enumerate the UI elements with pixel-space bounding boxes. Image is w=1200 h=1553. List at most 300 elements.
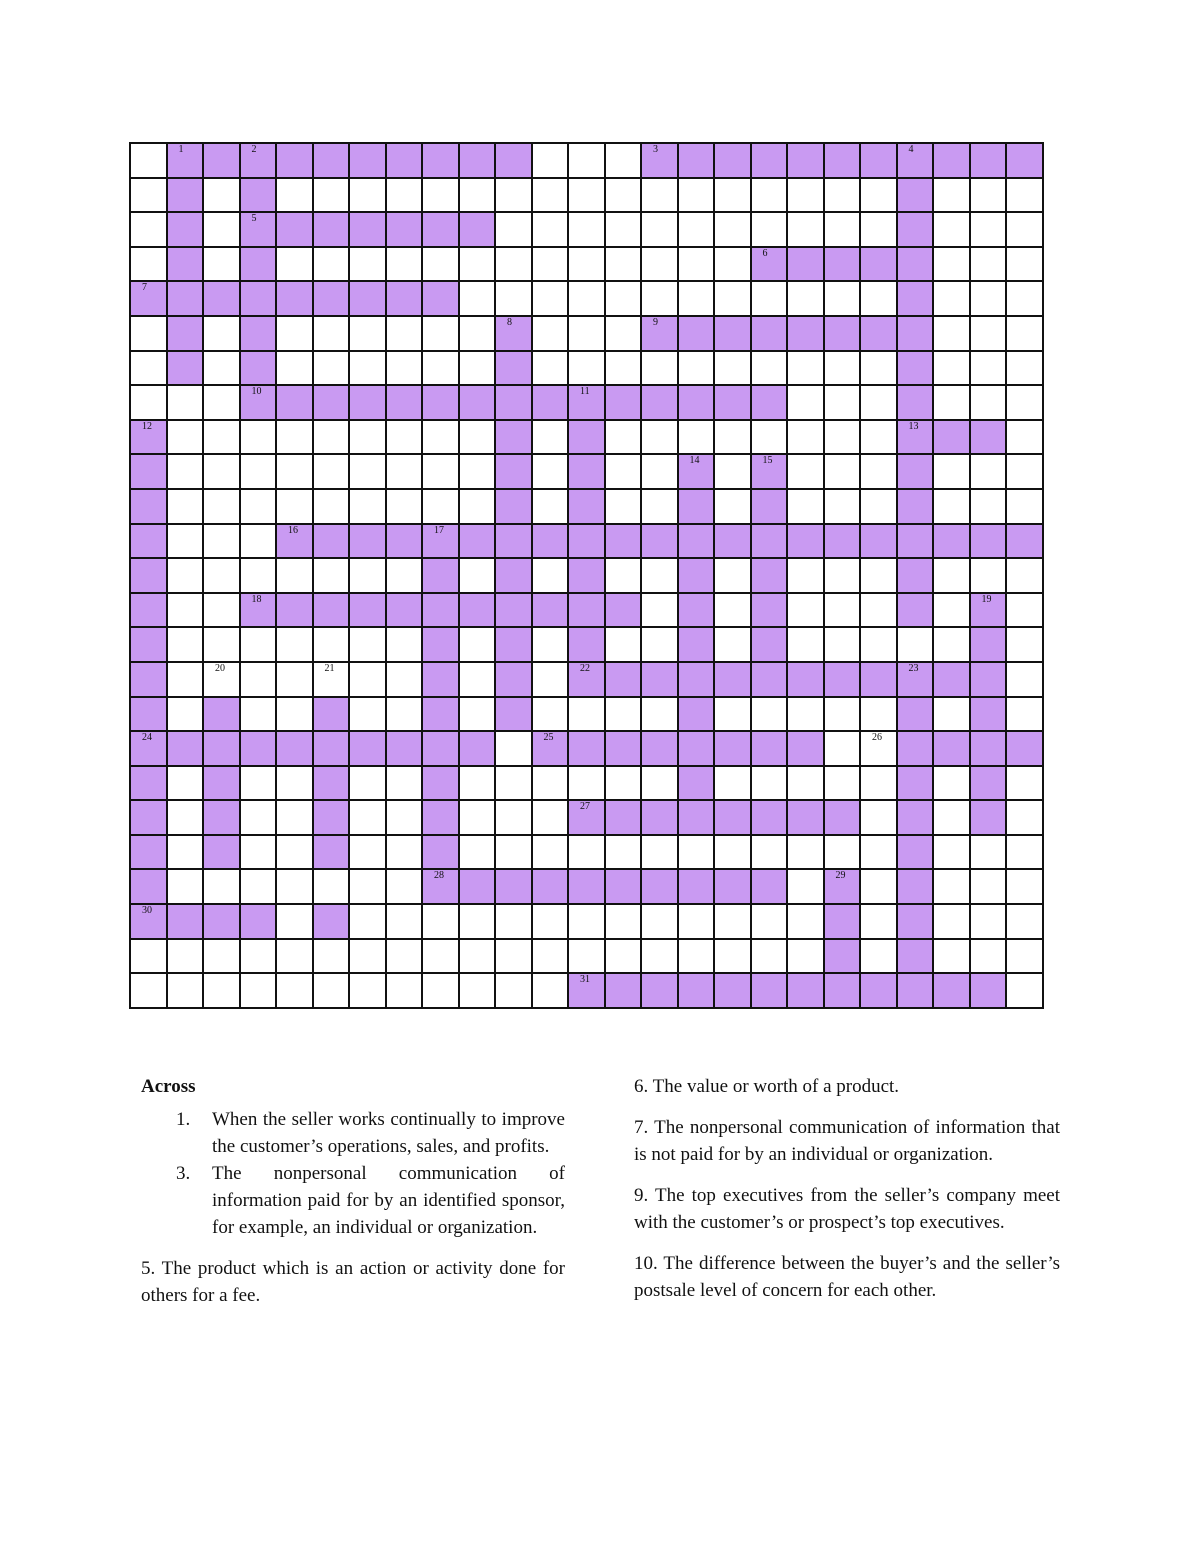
grid-cell (533, 628, 570, 663)
clue-number-label: 15 (762, 455, 773, 467)
grid-cell (533, 352, 570, 387)
grid-cell (423, 455, 460, 490)
grid-cell (423, 974, 460, 1009)
clue-9: 9. The top executives from the seller’s company meet with the customer’s or prospect’s top executives. (634, 1185, 1060, 1233)
grid-cell (1007, 179, 1044, 214)
answer-cell (898, 940, 935, 975)
answer-cell (423, 594, 460, 629)
answer-cell (752, 525, 789, 560)
clue-1-number: 1. (176, 1109, 191, 1130)
grid-cell (934, 594, 971, 629)
answer-cell (131, 628, 168, 663)
answer-cell (679, 594, 716, 629)
grid-cell (241, 836, 278, 871)
grid-cell (642, 940, 679, 975)
grid-cell (715, 248, 752, 283)
answer-cell (204, 698, 241, 733)
grid-cell (679, 940, 716, 975)
grid-cell (752, 698, 789, 733)
answer-cell (131, 594, 168, 629)
grid-cell (460, 455, 497, 490)
grid-cell (1007, 455, 1044, 490)
grid-cell (496, 282, 533, 317)
grid-cell (387, 248, 424, 283)
answer-cell (898, 594, 935, 629)
grid-cell (825, 490, 862, 525)
answer-cell (752, 490, 789, 525)
grid-cell (825, 698, 862, 733)
answer-cell (752, 386, 789, 421)
grid-cell (642, 213, 679, 248)
grid-cell (460, 663, 497, 698)
grid-cell (314, 317, 351, 352)
answer-cell (752, 628, 789, 663)
grid-cell (971, 940, 1008, 975)
grid-cell (350, 179, 387, 214)
grid-cell (825, 352, 862, 387)
grid-cell (350, 767, 387, 802)
crossword-grid (129, 142, 1044, 1009)
grid-cell (168, 870, 205, 905)
grid-cell (533, 213, 570, 248)
grid-cell (533, 490, 570, 525)
grid-cell (350, 870, 387, 905)
grid-cell (606, 940, 643, 975)
answer-cell (934, 732, 971, 767)
grid-cell (277, 317, 314, 352)
grid-cell (1007, 698, 1044, 733)
answer-cell (752, 870, 789, 905)
grid-cell (788, 179, 825, 214)
answer-cell (496, 455, 533, 490)
answer-cell (898, 905, 935, 940)
answer-cell (131, 698, 168, 733)
grid-cell (460, 767, 497, 802)
grid-cell (277, 455, 314, 490)
answer-cell (314, 698, 351, 733)
grid-cell (387, 179, 424, 214)
grid-cell (277, 940, 314, 975)
answer-cell (131, 421, 168, 456)
grid-cell (131, 386, 168, 421)
grid-cell (350, 628, 387, 663)
answer-cell (241, 594, 278, 629)
grid-cell (679, 421, 716, 456)
answer-cell (496, 698, 533, 733)
answer-cell (569, 732, 606, 767)
grid-cell (496, 836, 533, 871)
grid-cell (350, 421, 387, 456)
answer-cell (825, 940, 862, 975)
grid-cell (241, 663, 278, 698)
answer-cell (387, 282, 424, 317)
grid-cell (241, 698, 278, 733)
answer-cell (423, 213, 460, 248)
answer-cell (131, 870, 168, 905)
grid-cell (861, 801, 898, 836)
grid-cell (788, 767, 825, 802)
answer-cell (861, 974, 898, 1009)
grid-cell (387, 698, 424, 733)
answer-cell (423, 144, 460, 179)
grid-cell (679, 836, 716, 871)
answer-cell (460, 386, 497, 421)
grid-cell (131, 213, 168, 248)
grid-cell (204, 663, 241, 698)
grid-cell (131, 317, 168, 352)
answer-cell (752, 144, 789, 179)
grid-cell (314, 974, 351, 1009)
answer-cell (679, 455, 716, 490)
clue-10: 10. The difference between the buyer’s and the seller’s postsale level of concern for each other. (634, 1253, 1060, 1301)
grid-cell (131, 974, 168, 1009)
grid-cell (606, 836, 643, 871)
grid-cell (1007, 663, 1044, 698)
grid-cell (460, 282, 497, 317)
grid-cell (715, 282, 752, 317)
grid-cell (350, 974, 387, 1009)
answer-cell (496, 594, 533, 629)
grid-cell (350, 905, 387, 940)
grid-cell (825, 628, 862, 663)
clue-3-text: The nonpersonal communication of information paid for by an identified sponsor, for example, an individual or organization. (212, 1163, 565, 1238)
answer-cell (314, 213, 351, 248)
grid-cell (825, 282, 862, 317)
grid-cell (277, 248, 314, 283)
grid-cell (460, 352, 497, 387)
answer-cell (788, 248, 825, 283)
answer-cell (679, 870, 716, 905)
answer-cell (679, 767, 716, 802)
answer-cell (277, 144, 314, 179)
clue-5: 5. The product which is an action or activity done for others for a fee. (141, 1258, 565, 1306)
answer-cell (679, 386, 716, 421)
grid-cell (569, 213, 606, 248)
answer-cell (898, 144, 935, 179)
grid-cell (460, 317, 497, 352)
grid-cell (168, 767, 205, 802)
answer-cell (314, 525, 351, 560)
answer-cell (350, 525, 387, 560)
grid-cell (350, 801, 387, 836)
grid-cell (533, 317, 570, 352)
grid-cell (825, 455, 862, 490)
grid-cell (314, 940, 351, 975)
answer-cell (679, 525, 716, 560)
grid-cell (204, 248, 241, 283)
grid-cell (277, 179, 314, 214)
answer-cell (752, 732, 789, 767)
grid-cell (387, 767, 424, 802)
answer-cell (642, 663, 679, 698)
answer-cell (642, 732, 679, 767)
answer-cell (1007, 144, 1044, 179)
grid-cell (934, 455, 971, 490)
answer-cell (971, 801, 1008, 836)
answer-cell (898, 974, 935, 1009)
answer-cell (533, 525, 570, 560)
clue-number-label: 19 (981, 593, 992, 605)
grid-cell (971, 905, 1008, 940)
grid-cell (168, 836, 205, 871)
grid-cell (387, 352, 424, 387)
grid-cell (350, 698, 387, 733)
grid-cell (241, 525, 278, 560)
grid-cell (715, 836, 752, 871)
answer-cell (1007, 525, 1044, 560)
clue-6: 6. The value or worth of a product. (634, 1076, 900, 1097)
answer-cell (679, 144, 716, 179)
grid-cell (606, 421, 643, 456)
answer-cell (204, 905, 241, 940)
grid-cell (1007, 767, 1044, 802)
grid-cell (277, 663, 314, 698)
grid-cell (679, 352, 716, 387)
answer-cell (569, 421, 606, 456)
grid-cell (460, 698, 497, 733)
answer-cell (715, 801, 752, 836)
answer-cell (533, 870, 570, 905)
grid-cell (423, 490, 460, 525)
answer-cell (423, 282, 460, 317)
answer-cell (752, 801, 789, 836)
grid-cell (642, 559, 679, 594)
answer-cell (204, 767, 241, 802)
answer-cell (825, 144, 862, 179)
clue-number-label: 21 (324, 662, 335, 674)
grid-cell (788, 836, 825, 871)
grid-cell (606, 179, 643, 214)
answer-cell (241, 144, 278, 179)
grid-cell (752, 836, 789, 871)
answer-cell (533, 732, 570, 767)
answer-cell (752, 455, 789, 490)
answer-cell (496, 352, 533, 387)
answer-cell (423, 870, 460, 905)
grid-cell (168, 801, 205, 836)
grid-cell (825, 213, 862, 248)
answer-cell (934, 525, 971, 560)
grid-cell (715, 421, 752, 456)
answer-cell (131, 836, 168, 871)
grid-cell (971, 836, 1008, 871)
grid-cell (788, 386, 825, 421)
answer-cell (679, 663, 716, 698)
answer-cell (241, 386, 278, 421)
clue-number-label: 22 (580, 662, 590, 674)
answer-cell (971, 698, 1008, 733)
grid-cell (934, 213, 971, 248)
answer-cell (350, 386, 387, 421)
grid-cell (241, 490, 278, 525)
grid-cell (861, 213, 898, 248)
grid-cell (350, 663, 387, 698)
grid-cell (788, 628, 825, 663)
answer-cell (898, 421, 935, 456)
answer-cell (898, 213, 935, 248)
answer-cell (971, 767, 1008, 802)
answer-cell (423, 386, 460, 421)
answer-cell (715, 317, 752, 352)
grid-cell (715, 594, 752, 629)
grid-cell (715, 698, 752, 733)
answer-cell (314, 732, 351, 767)
answer-cell (679, 628, 716, 663)
grid-cell (387, 905, 424, 940)
grid-cell (350, 352, 387, 387)
answer-cell (314, 801, 351, 836)
grid-cell (460, 836, 497, 871)
answer-cell (898, 698, 935, 733)
grid-cell (788, 455, 825, 490)
answer-cell (423, 698, 460, 733)
grid-cell (569, 282, 606, 317)
answer-cell (971, 525, 1008, 560)
answer-cell (715, 663, 752, 698)
answer-cell (131, 767, 168, 802)
answer-cell (496, 559, 533, 594)
answer-cell (898, 179, 935, 214)
grid-cell (204, 628, 241, 663)
grid-cell (861, 732, 898, 767)
grid-cell (460, 940, 497, 975)
grid-cell (861, 905, 898, 940)
answer-cell (460, 525, 497, 560)
answer-cell (642, 144, 679, 179)
answer-cell (679, 317, 716, 352)
grid-cell (204, 317, 241, 352)
answer-cell (971, 594, 1008, 629)
answer-cell (277, 594, 314, 629)
grid-cell (971, 386, 1008, 421)
grid-cell (460, 490, 497, 525)
clue-number-label: 13 (908, 420, 919, 432)
grid-cell (314, 179, 351, 214)
answer-cell (861, 663, 898, 698)
clue-number-label: 6 (762, 247, 768, 259)
answer-cell (971, 628, 1008, 663)
clue-number-label: 29 (835, 870, 846, 882)
grid-cell (715, 559, 752, 594)
grid-cell (752, 352, 789, 387)
grid-cell (788, 352, 825, 387)
grid-cell (241, 767, 278, 802)
grid-cell (277, 974, 314, 1009)
clue-number-label: 14 (689, 455, 700, 467)
answer-cell (934, 663, 971, 698)
answer-cell (423, 767, 460, 802)
clue-number-label: 17 (434, 524, 444, 536)
grid-cell (533, 421, 570, 456)
grid-cell (168, 594, 205, 629)
grid-cell (934, 352, 971, 387)
answer-cell (423, 801, 460, 836)
answer-cell (788, 801, 825, 836)
answer-cell (606, 732, 643, 767)
answer-cell (204, 144, 241, 179)
answer-cell (642, 801, 679, 836)
grid-cell (350, 490, 387, 525)
grid-cell (825, 179, 862, 214)
grid-cell (387, 870, 424, 905)
answer-cell (606, 386, 643, 421)
grid-cell (606, 455, 643, 490)
grid-cell (606, 144, 643, 179)
grid-cell (825, 386, 862, 421)
grid-cell (934, 282, 971, 317)
answer-cell (898, 248, 935, 283)
grid-cell (788, 905, 825, 940)
grid-cell (387, 490, 424, 525)
grid-cell (204, 525, 241, 560)
grid-cell (679, 179, 716, 214)
answer-cell (715, 386, 752, 421)
grid-cell (314, 421, 351, 456)
grid-cell (533, 836, 570, 871)
clue-number-label: 2 (251, 144, 257, 155)
answer-cell (752, 663, 789, 698)
clue-number-label: 25 (543, 732, 554, 744)
grid-cell (241, 628, 278, 663)
grid-cell (971, 213, 1008, 248)
grid-cell (387, 628, 424, 663)
clue-number-label: 12 (142, 420, 152, 432)
grid-cell (168, 974, 205, 1009)
grid-cell (314, 870, 351, 905)
grid-cell (715, 213, 752, 248)
grid-cell (314, 490, 351, 525)
clue-number-label: 23 (908, 662, 919, 674)
answer-cell (241, 282, 278, 317)
answer-cell (496, 870, 533, 905)
answer-cell (606, 525, 643, 560)
answer-cell (131, 559, 168, 594)
answer-cell (423, 559, 460, 594)
answer-cell (569, 455, 606, 490)
grid-cell (350, 317, 387, 352)
answer-cell (934, 421, 971, 456)
grid-cell (277, 559, 314, 594)
answer-cell (971, 144, 1008, 179)
answer-cell (460, 594, 497, 629)
clue-number-label: 20 (215, 662, 225, 674)
answer-cell (131, 490, 168, 525)
grid-cell (788, 594, 825, 629)
grid-cell (825, 559, 862, 594)
grid-cell (861, 698, 898, 733)
clue-number-label: 28 (434, 870, 444, 882)
answer-cell (679, 974, 716, 1009)
answer-cell (168, 144, 205, 179)
grid-cell (569, 767, 606, 802)
answer-cell (788, 974, 825, 1009)
answer-cell (131, 663, 168, 698)
answer-cell (314, 282, 351, 317)
grid-cell (460, 628, 497, 663)
grid-cell (606, 213, 643, 248)
grid-cell (971, 352, 1008, 387)
answer-cell (606, 663, 643, 698)
answer-cell (387, 525, 424, 560)
answer-cell (606, 594, 643, 629)
grid-cell (387, 940, 424, 975)
answer-cell (898, 663, 935, 698)
answer-cell (350, 282, 387, 317)
grid-cell (642, 490, 679, 525)
grid-cell (423, 248, 460, 283)
answer-cell (168, 213, 205, 248)
grid-cell (971, 559, 1008, 594)
